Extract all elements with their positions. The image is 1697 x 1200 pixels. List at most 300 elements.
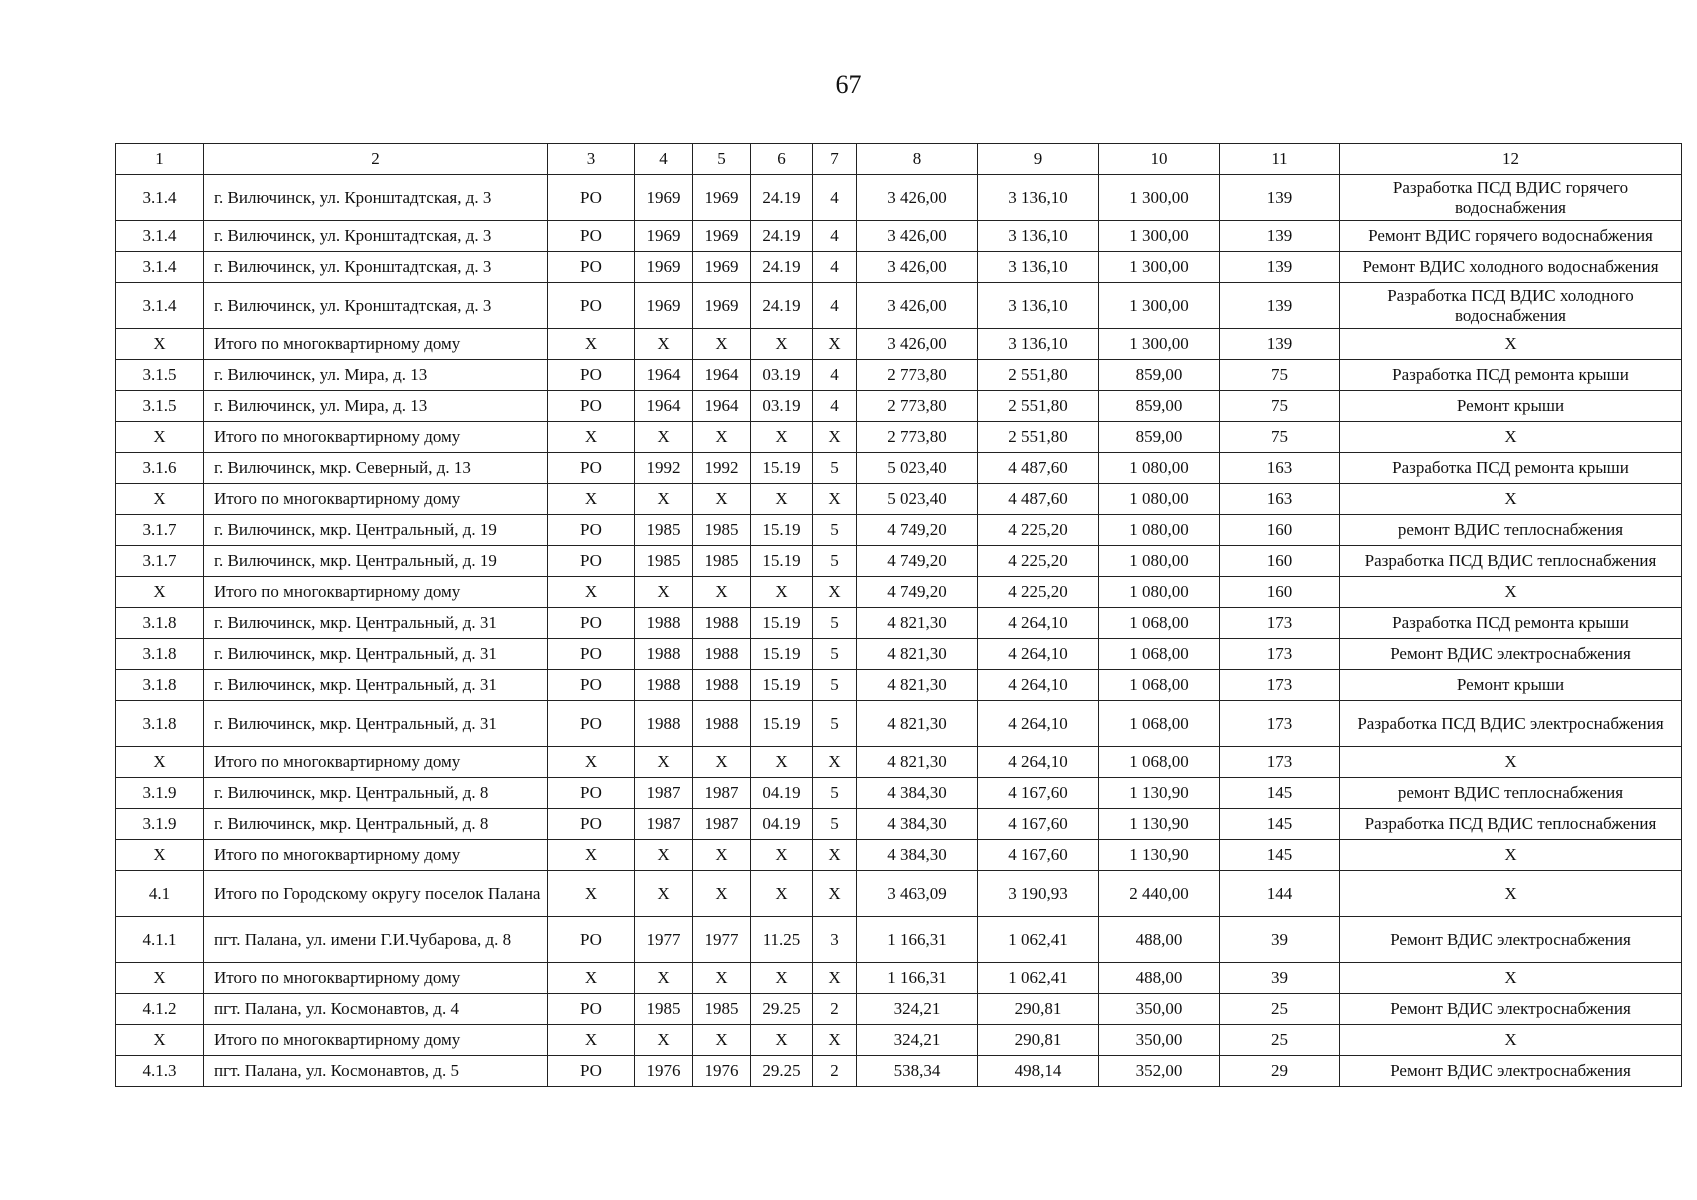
year-built-cell: Х xyxy=(635,747,693,778)
year-commissioned-cell: 1988 xyxy=(693,701,751,747)
work-type-cell: Х xyxy=(1340,329,1682,360)
owner-type-cell: Х xyxy=(548,422,635,453)
address-cell: пгт. Палана, ул. Космонавтов, д. 4 xyxy=(204,994,548,1025)
owner-type-cell: РО xyxy=(548,778,635,809)
living-area-cell: 290,81 xyxy=(978,1025,1099,1056)
year-commissioned-cell: 1985 xyxy=(693,994,751,1025)
code-cell: 11.25 xyxy=(751,917,813,963)
work-type-cell: Разработка ПСД ремонта крыши xyxy=(1340,360,1682,391)
year-commissioned-cell: Х xyxy=(693,871,751,917)
cost-cell: 1 300,00 xyxy=(1099,283,1220,329)
year-built-cell: 1977 xyxy=(635,917,693,963)
total-area-cell: 2 773,80 xyxy=(857,391,978,422)
year-commissioned-cell: 1976 xyxy=(693,1056,751,1087)
residents-cell: 39 xyxy=(1220,963,1340,994)
row-number-cell: 3.1.9 xyxy=(116,778,204,809)
owner-type-cell: РО xyxy=(548,701,635,747)
owner-type-cell: Х xyxy=(548,329,635,360)
floors-cell: 3 xyxy=(813,917,857,963)
floors-cell: 4 xyxy=(813,360,857,391)
row-number-cell: Х xyxy=(116,840,204,871)
owner-type-cell: РО xyxy=(548,453,635,484)
table-row xyxy=(116,546,1682,577)
year-built-cell: Х xyxy=(635,329,693,360)
year-built-cell: 1985 xyxy=(635,994,693,1025)
residents-cell: 145 xyxy=(1220,840,1340,871)
address-cell: г. Вилючинск, мкр. Центральный, д. 8 xyxy=(204,809,548,840)
address-cell: Итого по многоквартирному дому xyxy=(204,963,548,994)
floors-cell: Х xyxy=(813,747,857,778)
total-area-cell: 4 821,30 xyxy=(857,701,978,747)
row-number-cell: Х xyxy=(116,484,204,515)
code-cell: 24.19 xyxy=(751,175,813,221)
header-row xyxy=(116,144,1682,175)
year-built-cell: 1988 xyxy=(635,639,693,670)
code-cell: 03.19 xyxy=(751,391,813,422)
year-built-cell: 1988 xyxy=(635,670,693,701)
living-area-cell: 3 190,93 xyxy=(978,871,1099,917)
work-type-cell: Х xyxy=(1340,577,1682,608)
row-number-cell: 3.1.7 xyxy=(116,546,204,577)
year-built-cell: 1976 xyxy=(635,1056,693,1087)
living-area-cell: 3 136,10 xyxy=(978,329,1099,360)
year-built-cell: 1969 xyxy=(635,252,693,283)
residents-cell: 173 xyxy=(1220,701,1340,747)
total-area-cell: 1 166,31 xyxy=(857,963,978,994)
floors-cell: 4 xyxy=(813,221,857,252)
row-number-cell: 3.1.5 xyxy=(116,360,204,391)
owner-type-cell: РО xyxy=(548,639,635,670)
floors-cell: 4 xyxy=(813,283,857,329)
living-area-cell: 2 551,80 xyxy=(978,360,1099,391)
work-type-cell: Ремонт крыши xyxy=(1340,670,1682,701)
work-type-cell: Ремонт ВДИС горячего водоснабжения xyxy=(1340,221,1682,252)
address-cell: Итого по многоквартирному дому xyxy=(204,484,548,515)
code-cell: 24.19 xyxy=(751,221,813,252)
work-type-cell: Разработка ПСД ВДИС электроснабжения xyxy=(1340,701,1682,747)
row-number-cell: Х xyxy=(116,329,204,360)
table-row xyxy=(116,329,1682,360)
cost-cell: 1 130,90 xyxy=(1099,809,1220,840)
cost-cell: 1 068,00 xyxy=(1099,608,1220,639)
residents-cell: 139 xyxy=(1220,221,1340,252)
year-built-cell: 1987 xyxy=(635,809,693,840)
code-cell: 29.25 xyxy=(751,1056,813,1087)
residents-cell: 173 xyxy=(1220,747,1340,778)
total-area-cell: 3 463,09 xyxy=(857,871,978,917)
year-built-cell: 1969 xyxy=(635,175,693,221)
floors-cell: 5 xyxy=(813,639,857,670)
year-commissioned-cell: 1969 xyxy=(693,252,751,283)
work-type-cell: Разработка ПСД ВДИС теплоснабжения xyxy=(1340,809,1682,840)
table-row xyxy=(116,840,1682,871)
work-type-cell: ремонт ВДИС теплоснабжения xyxy=(1340,515,1682,546)
living-area-cell: 4 264,10 xyxy=(978,608,1099,639)
living-area-cell: 3 136,10 xyxy=(978,283,1099,329)
year-commissioned-cell: Х xyxy=(693,484,751,515)
code-cell: Х xyxy=(751,484,813,515)
code-cell: 03.19 xyxy=(751,360,813,391)
work-type-cell: Х xyxy=(1340,840,1682,871)
owner-type-cell: Х xyxy=(548,484,635,515)
residents-cell: 160 xyxy=(1220,515,1340,546)
code-cell: 04.19 xyxy=(751,778,813,809)
living-area-cell: 4 225,20 xyxy=(978,546,1099,577)
year-commissioned-cell: Х xyxy=(693,577,751,608)
row-number-cell: Х xyxy=(116,1025,204,1056)
total-area-cell: 4 384,30 xyxy=(857,778,978,809)
code-cell: 15.19 xyxy=(751,701,813,747)
living-area-cell: 4 167,60 xyxy=(978,778,1099,809)
total-area-cell: 3 426,00 xyxy=(857,283,978,329)
table-row xyxy=(116,484,1682,515)
floors-cell: 5 xyxy=(813,778,857,809)
address-cell: Итого по многоквартирному дому xyxy=(204,329,548,360)
residents-cell: 145 xyxy=(1220,809,1340,840)
cost-cell: 1 080,00 xyxy=(1099,515,1220,546)
living-area-cell: 4 225,20 xyxy=(978,577,1099,608)
living-area-cell: 4 225,20 xyxy=(978,515,1099,546)
table-row xyxy=(116,391,1682,422)
row-number-cell: Х xyxy=(116,747,204,778)
total-area-cell: 1 166,31 xyxy=(857,917,978,963)
address-cell: г. Вилючинск, мкр. Северный, д. 13 xyxy=(204,453,548,484)
table-row xyxy=(116,577,1682,608)
year-commissioned-cell: 1985 xyxy=(693,515,751,546)
cost-cell: 1 068,00 xyxy=(1099,701,1220,747)
living-area-cell: 3 136,10 xyxy=(978,175,1099,221)
year-commissioned-cell: 1987 xyxy=(693,809,751,840)
owner-type-cell: РО xyxy=(548,515,635,546)
total-area-cell: 3 426,00 xyxy=(857,175,978,221)
residents-cell: 173 xyxy=(1220,670,1340,701)
living-area-cell: 2 551,80 xyxy=(978,391,1099,422)
floors-cell: 5 xyxy=(813,546,857,577)
total-area-cell: 4 821,30 xyxy=(857,670,978,701)
year-commissioned-cell: 1992 xyxy=(693,453,751,484)
address-cell: Итого по Городскому округу поселок Палана xyxy=(204,871,548,917)
address-cell: пгт. Палана, ул. Космонавтов, д. 5 xyxy=(204,1056,548,1087)
code-cell: 24.19 xyxy=(751,283,813,329)
floors-cell: 4 xyxy=(813,252,857,283)
residents-cell: 139 xyxy=(1220,283,1340,329)
owner-type-cell: Х xyxy=(548,577,635,608)
table-row xyxy=(116,747,1682,778)
year-built-cell: 1964 xyxy=(635,360,693,391)
living-area-cell: 4 487,60 xyxy=(978,484,1099,515)
year-commissioned-cell: Х xyxy=(693,422,751,453)
code-cell: 24.19 xyxy=(751,252,813,283)
cost-cell: 352,00 xyxy=(1099,1056,1220,1087)
living-area-cell: 4 487,60 xyxy=(978,453,1099,484)
row-number-cell: 3.1.7 xyxy=(116,515,204,546)
code-cell: 04.19 xyxy=(751,809,813,840)
work-type-cell: Ремонт ВДИС электроснабжения xyxy=(1340,917,1682,963)
table-row xyxy=(116,515,1682,546)
address-cell: г. Вилючинск, ул. Кронштадтская, д. 3 xyxy=(204,175,548,221)
address-cell: г. Вилючинск, ул. Кронштадтская, д. 3 xyxy=(204,221,548,252)
code-cell: 15.19 xyxy=(751,608,813,639)
year-commissioned-cell: 1988 xyxy=(693,670,751,701)
living-area-cell: 498,14 xyxy=(978,1056,1099,1087)
row-number-cell: 3.1.9 xyxy=(116,809,204,840)
owner-type-cell: РО xyxy=(548,917,635,963)
cost-cell: 859,00 xyxy=(1099,422,1220,453)
year-commissioned-cell: 1964 xyxy=(693,391,751,422)
work-type-cell: Ремонт ВДИС электроснабжения xyxy=(1340,994,1682,1025)
table-row xyxy=(116,871,1682,917)
year-commissioned-cell: 1988 xyxy=(693,639,751,670)
address-cell: г. Вилючинск, мкр. Центральный, д. 8 xyxy=(204,778,548,809)
owner-type-cell: РО xyxy=(548,283,635,329)
year-built-cell: Х xyxy=(635,840,693,871)
total-area-cell: 3 426,00 xyxy=(857,221,978,252)
floors-cell: 5 xyxy=(813,515,857,546)
cost-cell: 1 068,00 xyxy=(1099,670,1220,701)
code-cell: 15.19 xyxy=(751,670,813,701)
owner-type-cell: Х xyxy=(548,963,635,994)
table-row xyxy=(116,809,1682,840)
total-area-cell: 4 749,20 xyxy=(857,515,978,546)
year-commissioned-cell: 1977 xyxy=(693,917,751,963)
address-cell: г. Вилючинск, мкр. Центральный, д. 31 xyxy=(204,701,548,747)
owner-type-cell: РО xyxy=(548,546,635,577)
row-number-cell: 3.1.4 xyxy=(116,252,204,283)
living-area-cell: 3 136,10 xyxy=(978,252,1099,283)
cost-cell: 488,00 xyxy=(1099,917,1220,963)
address-cell: Итого по многоквартирному дому xyxy=(204,1025,548,1056)
cost-cell: 1 300,00 xyxy=(1099,252,1220,283)
cost-cell: 1 080,00 xyxy=(1099,453,1220,484)
row-number-cell: 3.1.5 xyxy=(116,391,204,422)
floors-cell: Х xyxy=(813,1025,857,1056)
address-cell: Итого по многоквартирному дому xyxy=(204,577,548,608)
table-row xyxy=(116,1056,1682,1087)
floors-cell: Х xyxy=(813,963,857,994)
owner-type-cell: РО xyxy=(548,175,635,221)
row-number-cell: 3.1.6 xyxy=(116,453,204,484)
floors-cell: Х xyxy=(813,577,857,608)
residents-cell: 163 xyxy=(1220,453,1340,484)
total-area-cell: 324,21 xyxy=(857,994,978,1025)
work-type-cell: Разработка ПСД ВДИС теплоснабжения xyxy=(1340,546,1682,577)
year-commissioned-cell: 1964 xyxy=(693,360,751,391)
header-cell: 4 xyxy=(635,144,693,175)
residents-cell: 160 xyxy=(1220,577,1340,608)
address-cell: г. Вилючинск, мкр. Центральный, д. 19 xyxy=(204,546,548,577)
table-row xyxy=(116,778,1682,809)
total-area-cell: 3 426,00 xyxy=(857,329,978,360)
total-area-cell: 4 384,30 xyxy=(857,809,978,840)
cost-cell: 1 300,00 xyxy=(1099,329,1220,360)
living-area-cell: 4 167,60 xyxy=(978,809,1099,840)
total-area-cell: 2 773,80 xyxy=(857,360,978,391)
work-type-cell: Ремонт ВДИС электроснабжения xyxy=(1340,1056,1682,1087)
residents-cell: 39 xyxy=(1220,917,1340,963)
living-area-cell: 1 062,41 xyxy=(978,963,1099,994)
living-area-cell: 4 264,10 xyxy=(978,747,1099,778)
cost-cell: 1 130,90 xyxy=(1099,840,1220,871)
address-cell: г. Вилючинск, мкр. Центральный, д. 31 xyxy=(204,639,548,670)
living-area-cell: 3 136,10 xyxy=(978,221,1099,252)
address-cell: Итого по многоквартирному дому xyxy=(204,840,548,871)
work-type-cell: Разработка ПСД ВДИС холодного водоснабжения xyxy=(1340,283,1682,329)
cost-cell: 1 130,90 xyxy=(1099,778,1220,809)
address-cell: г. Вилючинск, мкр. Центральный, д. 19 xyxy=(204,515,548,546)
header-cell: 8 xyxy=(857,144,978,175)
cost-cell: 2 440,00 xyxy=(1099,871,1220,917)
table-row xyxy=(116,994,1682,1025)
table-row xyxy=(116,639,1682,670)
code-cell: Х xyxy=(751,840,813,871)
row-number-cell: 4.1.2 xyxy=(116,994,204,1025)
cost-cell: 488,00 xyxy=(1099,963,1220,994)
code-cell: Х xyxy=(751,577,813,608)
row-number-cell: 3.1.8 xyxy=(116,639,204,670)
year-built-cell: Х xyxy=(635,577,693,608)
row-number-cell: Х xyxy=(116,422,204,453)
header-cell: 12 xyxy=(1340,144,1682,175)
year-commissioned-cell: 1985 xyxy=(693,546,751,577)
work-type-cell: Х xyxy=(1340,422,1682,453)
data-table xyxy=(115,143,1682,1087)
row-number-cell: 3.1.4 xyxy=(116,221,204,252)
living-area-cell: 2 551,80 xyxy=(978,422,1099,453)
address-cell: г. Вилючинск, мкр. Центральный, д. 31 xyxy=(204,608,548,639)
table-row xyxy=(116,221,1682,252)
row-number-cell: 4.1.1 xyxy=(116,917,204,963)
year-commissioned-cell: Х xyxy=(693,1025,751,1056)
work-type-cell: Разработка ПСД ВДИС горячего водоснабжения xyxy=(1340,175,1682,221)
residents-cell: 160 xyxy=(1220,546,1340,577)
residents-cell: 25 xyxy=(1220,994,1340,1025)
table-row xyxy=(116,1025,1682,1056)
total-area-cell: 5 023,40 xyxy=(857,453,978,484)
work-type-cell: Х xyxy=(1340,871,1682,917)
floors-cell: 2 xyxy=(813,1056,857,1087)
address-cell: г. Вилючинск, ул. Мира, д. 13 xyxy=(204,391,548,422)
total-area-cell: 2 773,80 xyxy=(857,422,978,453)
code-cell: Х xyxy=(751,422,813,453)
year-built-cell: Х xyxy=(635,422,693,453)
code-cell: 15.19 xyxy=(751,639,813,670)
cost-cell: 1 300,00 xyxy=(1099,221,1220,252)
floors-cell: 2 xyxy=(813,994,857,1025)
row-number-cell: 3.1.4 xyxy=(116,175,204,221)
floors-cell: 5 xyxy=(813,453,857,484)
year-built-cell: 1964 xyxy=(635,391,693,422)
total-area-cell: 4 749,20 xyxy=(857,546,978,577)
header-cell: 2 xyxy=(204,144,548,175)
row-number-cell: 3.1.8 xyxy=(116,608,204,639)
row-number-cell: 4.1 xyxy=(116,871,204,917)
year-built-cell: Х xyxy=(635,1025,693,1056)
row-number-cell: 3.1.4 xyxy=(116,283,204,329)
year-built-cell: 1985 xyxy=(635,546,693,577)
code-cell: Х xyxy=(751,1025,813,1056)
year-built-cell: 1992 xyxy=(635,453,693,484)
cost-cell: 859,00 xyxy=(1099,391,1220,422)
owner-type-cell: РО xyxy=(548,994,635,1025)
code-cell: 15.19 xyxy=(751,453,813,484)
residents-cell: 75 xyxy=(1220,391,1340,422)
table-row xyxy=(116,175,1682,221)
cost-cell: 1 080,00 xyxy=(1099,484,1220,515)
header-cell: 1 xyxy=(116,144,204,175)
table-row xyxy=(116,670,1682,701)
total-area-cell: 4 821,30 xyxy=(857,747,978,778)
total-area-cell: 324,21 xyxy=(857,1025,978,1056)
living-area-cell: 4 264,10 xyxy=(978,670,1099,701)
code-cell: Х xyxy=(751,329,813,360)
floors-cell: 5 xyxy=(813,701,857,747)
table-body xyxy=(116,144,1682,1087)
total-area-cell: 4 821,30 xyxy=(857,608,978,639)
floors-cell: 4 xyxy=(813,175,857,221)
table-row xyxy=(116,252,1682,283)
cost-cell: 1 068,00 xyxy=(1099,639,1220,670)
residents-cell: 173 xyxy=(1220,608,1340,639)
floors-cell: 4 xyxy=(813,391,857,422)
cost-cell: 1 080,00 xyxy=(1099,546,1220,577)
total-area-cell: 4 384,30 xyxy=(857,840,978,871)
year-commissioned-cell: 1987 xyxy=(693,778,751,809)
residents-cell: 139 xyxy=(1220,329,1340,360)
header-cell: 6 xyxy=(751,144,813,175)
owner-type-cell: РО xyxy=(548,252,635,283)
work-type-cell: Ремонт ВДИС холодного водоснабжения xyxy=(1340,252,1682,283)
header-cell: 5 xyxy=(693,144,751,175)
year-commissioned-cell: 1969 xyxy=(693,283,751,329)
address-cell: г. Вилючинск, ул. Мира, д. 13 xyxy=(204,360,548,391)
year-built-cell: Х xyxy=(635,963,693,994)
row-number-cell: Х xyxy=(116,963,204,994)
header-cell: 11 xyxy=(1220,144,1340,175)
residents-cell: 145 xyxy=(1220,778,1340,809)
year-built-cell: 1987 xyxy=(635,778,693,809)
year-built-cell: 1969 xyxy=(635,221,693,252)
owner-type-cell: Х xyxy=(548,747,635,778)
work-type-cell: Разработка ПСД ремонта крыши xyxy=(1340,453,1682,484)
work-type-cell: Ремонт крыши xyxy=(1340,391,1682,422)
row-number-cell: Х xyxy=(116,577,204,608)
owner-type-cell: Х xyxy=(548,840,635,871)
year-commissioned-cell: Х xyxy=(693,840,751,871)
year-commissioned-cell: 1969 xyxy=(693,221,751,252)
table-row xyxy=(116,360,1682,391)
year-commissioned-cell: 1988 xyxy=(693,608,751,639)
total-area-cell: 3 426,00 xyxy=(857,252,978,283)
work-type-cell: Х xyxy=(1340,963,1682,994)
address-cell: Итого по многоквартирному дому xyxy=(204,422,548,453)
table-row xyxy=(116,917,1682,963)
residents-cell: 139 xyxy=(1220,175,1340,221)
living-area-cell: 290,81 xyxy=(978,994,1099,1025)
address-cell: г. Вилючинск, ул. Кронштадтская, д. 3 xyxy=(204,252,548,283)
work-type-cell: Ремонт ВДИС электроснабжения xyxy=(1340,639,1682,670)
floors-cell: 5 xyxy=(813,670,857,701)
row-number-cell: 4.1.3 xyxy=(116,1056,204,1087)
total-area-cell: 5 023,40 xyxy=(857,484,978,515)
residents-cell: 75 xyxy=(1220,360,1340,391)
code-cell: Х xyxy=(751,871,813,917)
floors-cell: Х xyxy=(813,329,857,360)
code-cell: Х xyxy=(751,747,813,778)
year-commissioned-cell: Х xyxy=(693,329,751,360)
table-row xyxy=(116,963,1682,994)
header-cell: 10 xyxy=(1099,144,1220,175)
cost-cell: 1 300,00 xyxy=(1099,175,1220,221)
